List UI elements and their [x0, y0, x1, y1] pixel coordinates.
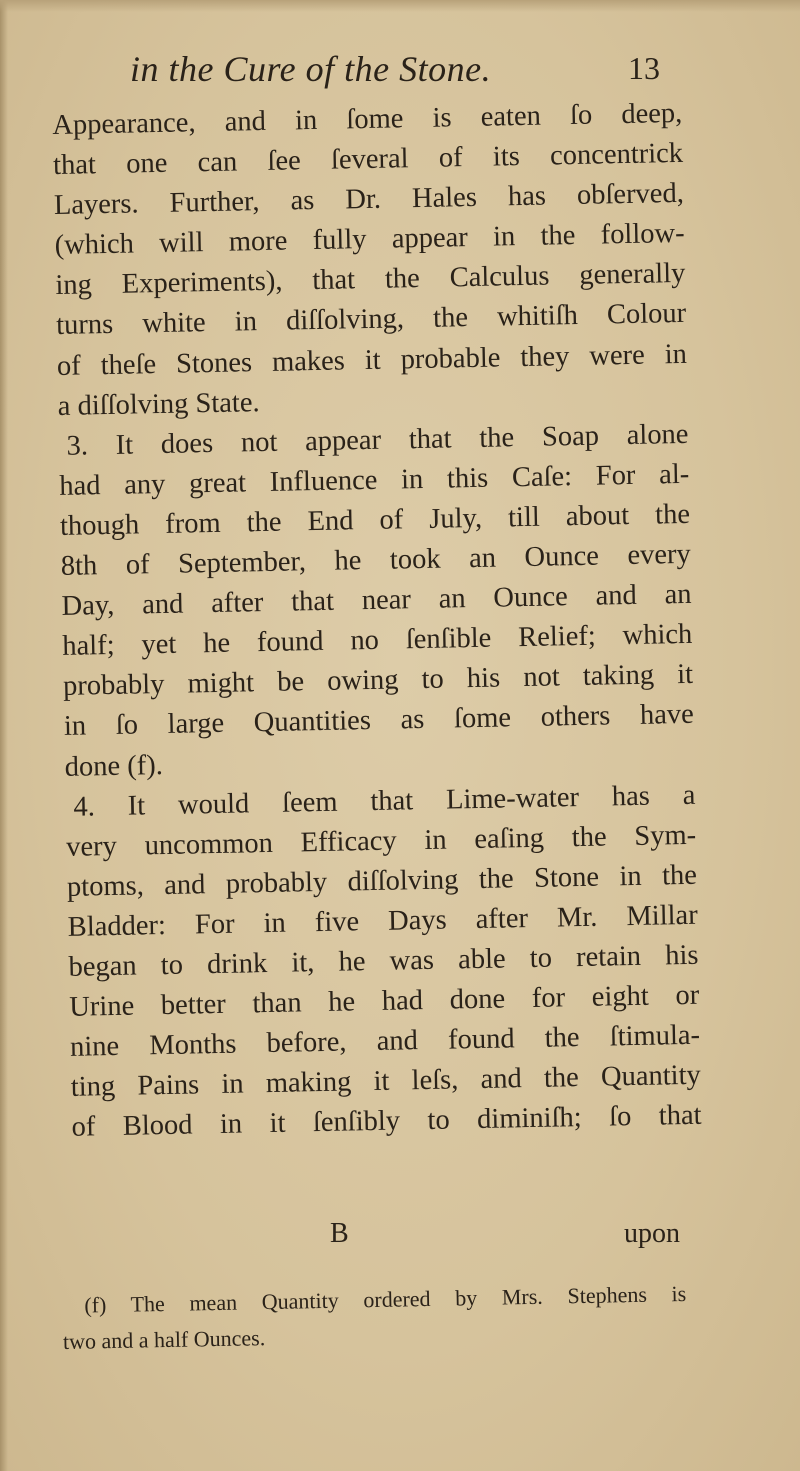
text-line: ing Experiments), that the Calculus generally [55, 258, 686, 302]
text-line: 8th of September, he took an Ounce every [60, 538, 692, 582]
text-line: nine Months before, and found the ſtimula- [69, 1019, 701, 1063]
text-line: in ſo large Quantities as ſome others have [63, 699, 695, 743]
text-line: Urine better than he had done for eight or [69, 979, 700, 1023]
text-line: probably might be owing to his not taking it [62, 659, 694, 703]
text-line: Day, and after that near an Ounce and an [61, 578, 692, 623]
text-line: (which will more fully appear in the follow- [54, 218, 685, 262]
text-line: turns white in diſſolving, the whitiſh Colour [55, 298, 687, 342]
page-foot [60, 1218, 680, 1258]
text-line: of Blood in it ſenſibly to diminiſh; ſo that [71, 1100, 702, 1144]
text-line: ptoms, and probably diſſolving the Stone in the [66, 859, 698, 903]
page-number: 13 [628, 50, 660, 86]
text-line: half; yet he found no ſenſible Relief; which [62, 619, 693, 663]
page-top-shadow [0, 0, 800, 12]
text-line: 3. It does not appear that the Soap alone [66, 418, 689, 462]
text-line: began to drink it, he was able to retain his [68, 939, 699, 983]
signature-mark: B [330, 1218, 349, 1249]
text-line: very uncommon Efficacy in eaſing the Sym- [65, 819, 697, 863]
text-line: a diſſolving State. [57, 386, 260, 422]
page-header [130, 48, 660, 98]
text-line: Appearance, and in ſome is eaten ſo deep, [52, 97, 683, 141]
body-text [52, 94, 702, 1148]
page-gutter-shadow [0, 0, 8, 1471]
text-line: though from the End of July, till about the [59, 498, 691, 542]
footnote-line: (f) The mean Quantity ordered by Mrs. Stephens is [84, 1281, 687, 1318]
text-line: had any great Influence in this Caſe: For al- [59, 458, 690, 502]
text-line: that one can ſee ſeveral of its concentrick [52, 137, 684, 182]
text-line: of theſe Stones makes it probable they were in [56, 338, 688, 382]
text-line: Layers. Further, as Dr. Hales has obſerved, [53, 178, 685, 222]
text-line: Bladder: For in five Days after Mr. Millar [67, 899, 698, 943]
text-line: ting Pains in making it leſs, and the Quantity [70, 1059, 702, 1104]
catchword: upon [624, 1218, 680, 1249]
footnote [62, 1276, 687, 1360]
running-head: in the Cure of the Stone. [130, 49, 492, 89]
text-line: done (f). [64, 749, 164, 783]
footnote-line: two and a half Ounces. [62, 1325, 266, 1354]
text-line: 4. It would ſeem that Lime-water has a [73, 779, 696, 823]
